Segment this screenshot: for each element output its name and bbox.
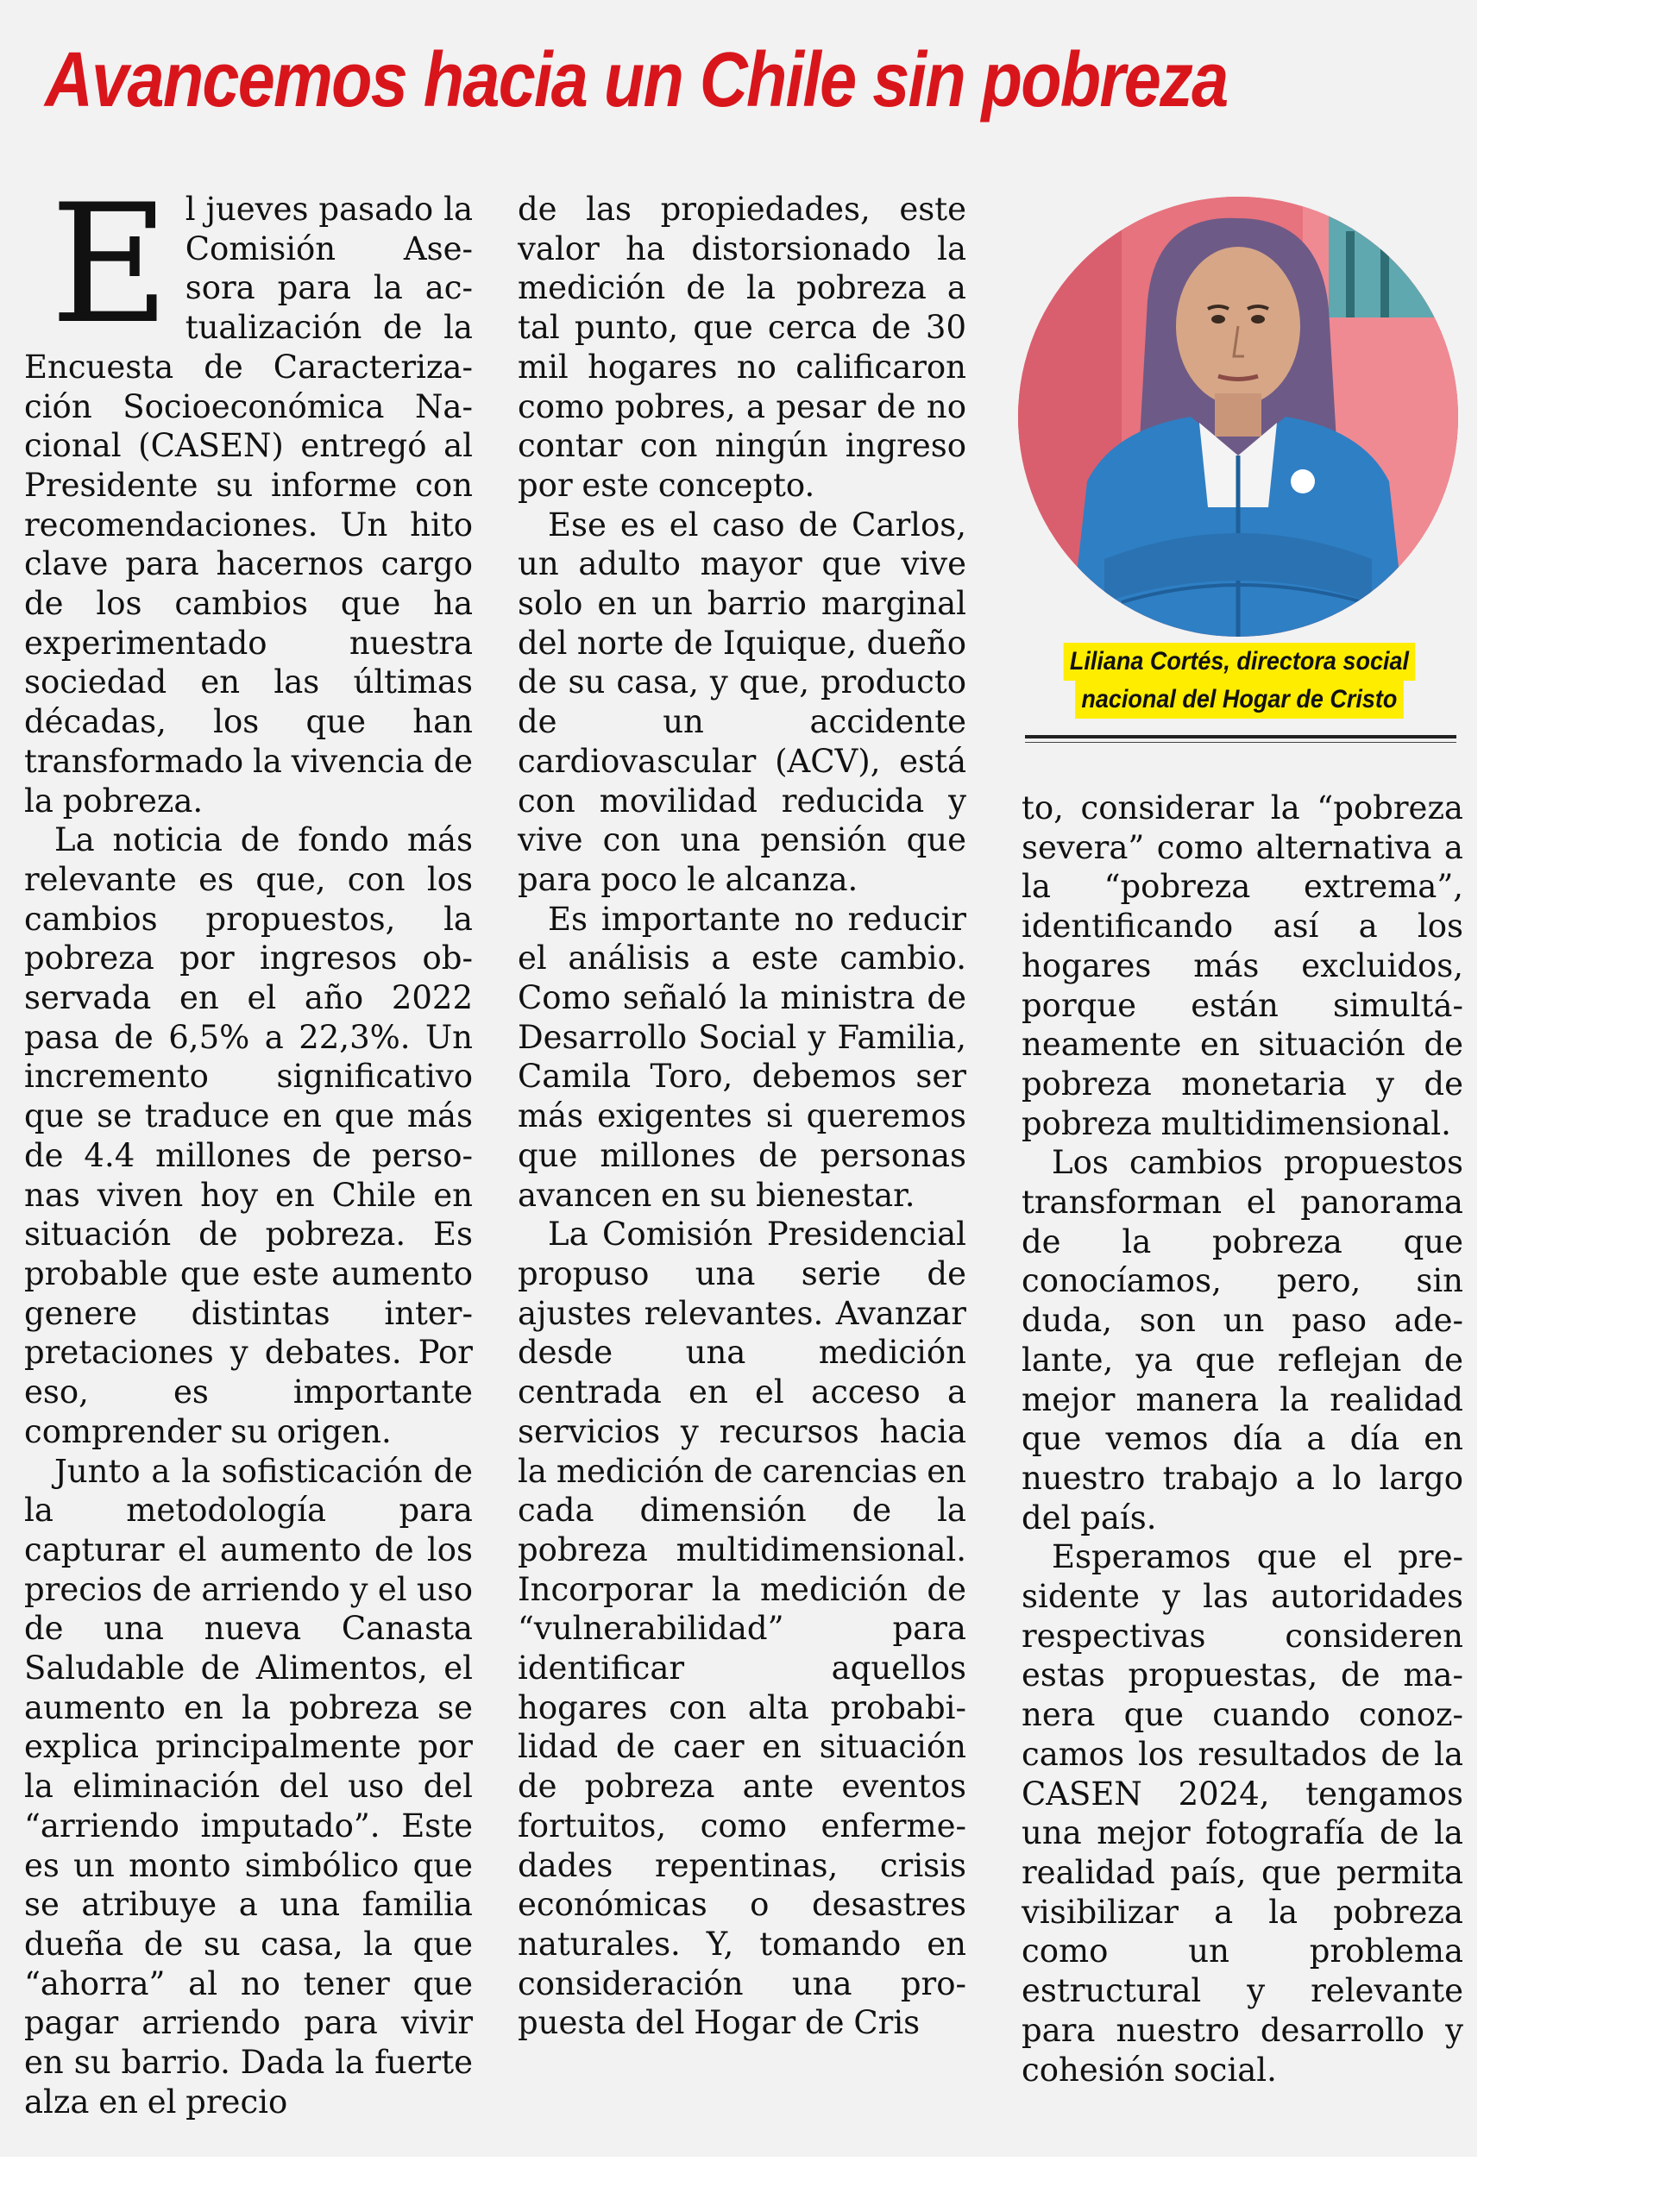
column-1 [24,169,473,2121]
portrait-illustration [1018,197,1458,637]
paragraph: de las propiedades, este valor ha distorsionado la medición de la pobreza a tal punto, que cerca de 30 mil hogares no calificaron como pobres, a pesar de no contar con ningún ingreso por este concepto. [518,191,966,504]
caption-rule-thin [1025,742,1456,743]
paragraph: La Comisión Presidencial propuso una serie de ajustes relevantes. Avanzar desde una medición centrada en el acceso a servicios y recursos hacia la medición de carencias en cada dimensión de la pobreza multidimensional. Incorporar la medición de “vulnerabilidad” para identificar aquellos hogares con alta probabilidad de caer en situación de pobreza ante eventos fortuitos, como enfermedades repentinas, crisis económicas o desastres naturales. Y, tomando en consideración una propuesta del Hogar de Cris [518,1216,966,2042]
photo-caption [1032,643,1446,719]
paragraph-text: l jueves pasado la Comisión Asesora para la actualización de la Encuesta de Caracterización Socioeconómica Nacional (CASEN) entregó al Presidente su informe con recomendaciones. Un hito clave para hacernos cargo de los cambios que ha experimentado nuestra sociedad en las últimas décadas, los que han transformado la vivencia de la pobreza. [24,191,473,820]
caption-line-1: Liliana Cortés, directora social [1063,643,1415,681]
caption-line-2: nacional del Hogar de Cristo [1075,681,1403,719]
paragraph: Es importante no reducir el análisis a este cambio. Como señaló la ministra de Desarrollo Social y Familia, Camila Toro, debemos ser más exigentes si queremos que millones de personas avancen en su bienestar. [518,900,966,1214]
column-3 [1022,789,1463,2089]
paragraph: La noticia de fondo más relevante es que, con los cambios propuestos, la pobreza por ingresos observada en el año 2022 pasa de 6,5% a 22,3%. Un incremento significativo que se traduce en que más de 4.4 millones de personas viven hoy en Chile en situación de pobreza. Es probable que este aumento genere distintas interpretaciones y debates. Por eso, es importante comprender su origen. [24,821,473,1450]
paragraph: to, considerar la “pobreza severa” como alternativa a la “pobreza extrema”, identificando así a los hogares más excluidos, porque están simultáneamente en situación de pobreza monetaria y de pobreza multidimensional. [1022,789,1463,1142]
caption-rule [1025,735,1456,738]
paragraph: Los cambios propuestos transforman el panorama de la pobreza que conocíamos, pero, sin duda, son un paso adelante, ya que reflejan de mejor manera la realidad que vemos día a día en nuestro trabajo a lo largo del país. [1022,1144,1463,1536]
author-portrait [1018,197,1458,637]
paragraph: Esperamos que el presidente y las autoridades respectivas consideren estas propuestas, de manera que cuando conozcamos los resultados de la CASEN 2024, tengamos una mejor fotografía de la realidad país, que permita visibilizar a la pobreza como un problema estructural y relevante para nuestro desarrollo y cohesión social. [1022,1538,1463,2089]
paragraph: Ese es el caso de Carlos, un adulto mayor que vive solo en un barrio marginal del norte de Iquique, dueño de su casa, y que, producto de un accidente cardiovascular (ACV), está con movilidad reducida y vive con una pensión que para poco le alcanza. [518,506,966,898]
paragraph [24,169,473,820]
paragraph: Junto a la sofisticación de la metodología para capturar el aumento de los precios de arriendo y el uso de una nueva Canasta Saludable de Alimentos, el aumento en la pobreza se explica principalmente por la eliminación del uso del “arriendo imputado”. Este es un monto simbólico que se atribuye a una familia dueña de su casa, la que “ahorra” al no tener que pagar arriendo para vivir en su barrio. Dada la fuerte alza en el precio [24,1452,473,2121]
column-2 [518,190,966,2043]
article-title: Avancemos hacia un Chile sin pobreza [45,37,1228,123]
drop-cap: E [50,169,170,360]
